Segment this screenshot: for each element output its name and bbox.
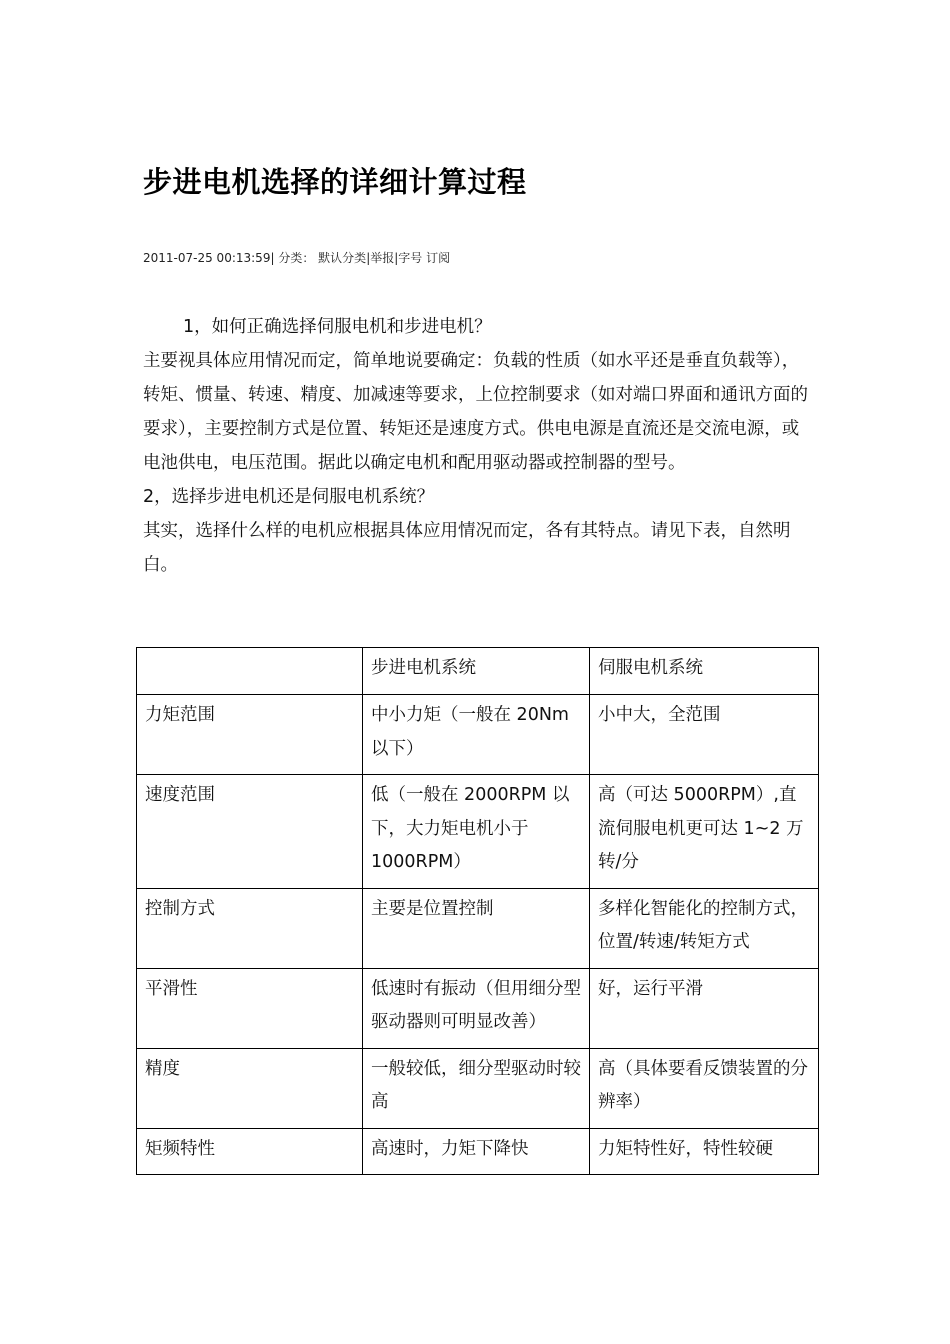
table-header-row [137, 648, 819, 695]
table-cell: 高速时，力矩下降快 [363, 1128, 590, 1175]
comparison-table [136, 647, 819, 1175]
post-datetime: 2011-07-25 00:13:59| [143, 251, 275, 265]
row-label-cell: 力矩范围 [137, 695, 363, 775]
table-cell: 中小力矩（一般在 20Nm 以下） [363, 695, 590, 775]
table-cell: 主要是位置控制 [363, 888, 590, 968]
table-cell: 小中大，全范围 [590, 695, 819, 775]
table-row [137, 968, 819, 1048]
table-row [137, 888, 819, 968]
body-paragraph: 主要视具体应用情况而定，简单地说要确定：负载的性质（如水平还是垂直负载等），转矩、惯量、转速、精度、加减速等要求，上位控制要求（如对端口界面和通讯方面的要求），主要控制方式是位置、转矩还是速度方式。供电电源是直流还是交流电源，或电池供电，电压范围。据此以确定电机和配用驱动器或控制器的型号。 [143, 351, 808, 473]
row-label-cell: 矩频特性 [137, 1128, 363, 1175]
table-cell: 好，运行平滑 [590, 968, 819, 1048]
header-cell: 伺服电机系统 [590, 648, 819, 695]
table-cell: 高（具体要看反馈装置的分辨率） [590, 1048, 819, 1128]
category-link[interactable]: 默认分类 [318, 251, 367, 265]
article-meta [143, 249, 450, 266]
table-cell: 低速时有振动（但用细分型驱动器则可明显改善） [363, 968, 590, 1048]
header-cell [137, 648, 363, 695]
question-heading: 2，选择步进电机还是伺服电机系统？ [143, 487, 435, 507]
meta-separator: | [394, 251, 399, 265]
table-row [137, 695, 819, 775]
subscribe-link[interactable]: 订阅 [426, 251, 451, 265]
meta-separator: | [366, 251, 371, 265]
table-row [137, 775, 819, 889]
table-row [137, 1128, 819, 1175]
category-label: 分类： [278, 251, 315, 265]
question-heading: 1，如何正确选择伺服电机和步进电机？ [183, 317, 492, 337]
row-label-cell: 精度 [137, 1048, 363, 1128]
table-cell: 多样化智能化的控制方式，位置/转速/转矩方式 [590, 888, 819, 968]
table-row [137, 1048, 819, 1128]
font-size-link[interactable]: 字号 [398, 251, 423, 265]
header-cell: 步进电机系统 [363, 648, 590, 695]
table-cell: 高（可达 5000RPM）,直流伺服电机更可达 1~2 万转/分 [590, 775, 819, 889]
row-label-cell: 平滑性 [137, 968, 363, 1048]
article-title: 步进电机选择的详细计算过程 [143, 165, 527, 199]
table-cell: 一般较低，细分型驱动时较高 [363, 1048, 590, 1128]
body-paragraph: 其实，选择什么样的电机应根据具体应用情况而定，各有其特点。请见下表，自然明白。 [143, 521, 791, 575]
row-label-cell: 控制方式 [137, 888, 363, 968]
report-link[interactable]: 举报 [370, 251, 395, 265]
article-body [143, 310, 811, 582]
table-cell: 力矩特性好，特性较硬 [590, 1128, 819, 1175]
table-cell: 低（一般在 2000RPM 以下，大力矩电机小于 1000RPM） [363, 775, 590, 889]
row-label-cell: 速度范围 [137, 775, 363, 889]
